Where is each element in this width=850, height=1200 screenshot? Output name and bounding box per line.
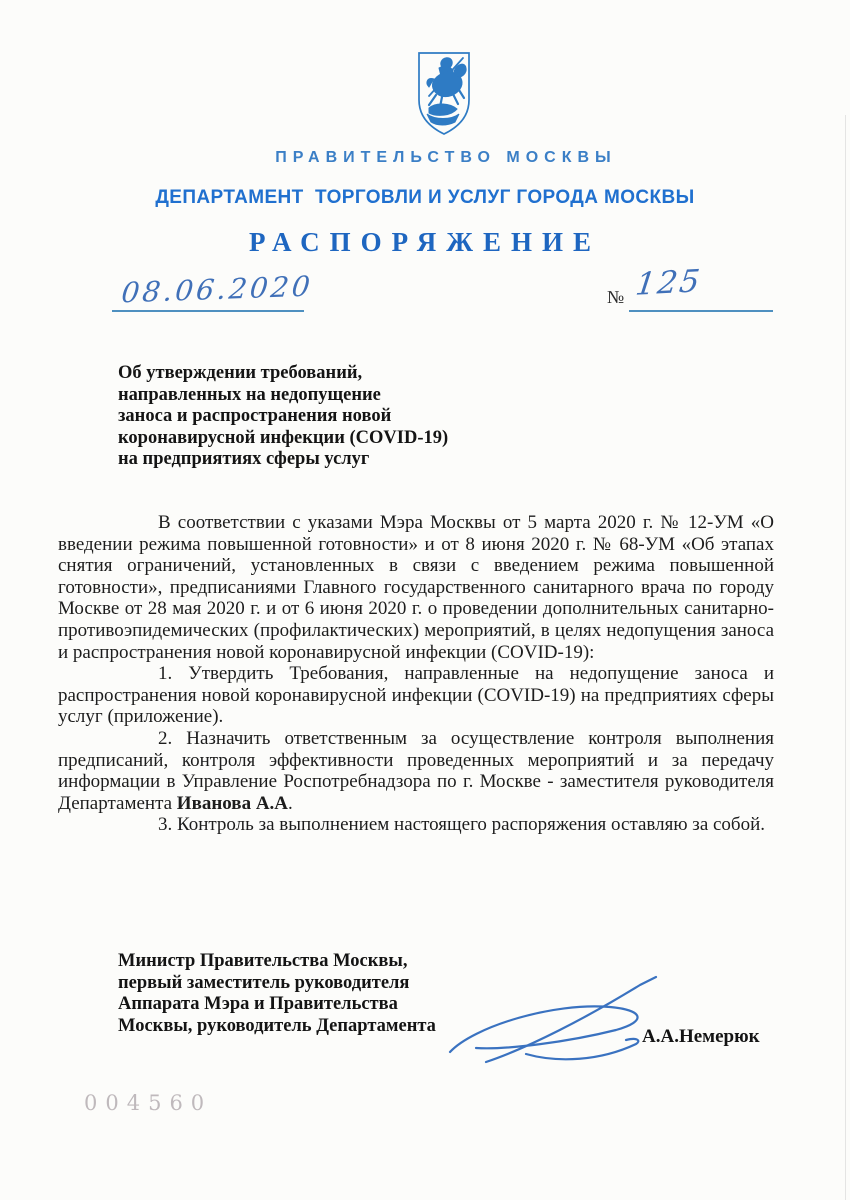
handwritten-date: 08.06.2020 (119, 269, 315, 310)
signer-title-line: Москвы, руководитель Департамента (118, 1015, 436, 1036)
signer-title-line: Аппарата Мэра и Правительства (118, 994, 398, 1014)
item-2-period: . (288, 792, 293, 814)
number-underline (629, 310, 773, 312)
subject-block (118, 363, 538, 471)
registration-stamp-number: 004560 (84, 1091, 213, 1115)
handwritten-signature (438, 972, 673, 1067)
government-title: ПРАВИТЕЛЬСТВО МОСКВЫ (275, 149, 617, 166)
moscow-coat-of-arms-icon (413, 50, 475, 138)
scan-edge-artifact (845, 115, 846, 1200)
signer-title-line: Министр Правительства Москвы, (118, 951, 408, 971)
handwritten-number: 125 (633, 263, 704, 303)
item-2-text: 2. Назначить ответственным за осуществление контроля выполнения предписаний, контроля эффективности проведенных мероприятий и за передачу информации в Управление Роспотребнадзора по г. Москве - заместителя руководителя Департамента (58, 727, 774, 814)
date-underline (112, 310, 304, 312)
body-text (58, 512, 774, 836)
subject-line: Об утверждении требований, (118, 363, 363, 383)
paragraph-item-1: 1. Утвердить Требования, направленные на недопущение заноса и распространения новой коронавирусной инфекции (COVID-19) на предприятиях сферы услуг (приложение). (58, 663, 774, 728)
subject-line: заноса и распространения новой (118, 406, 392, 426)
item-2-responsible-name: Иванова А.А (176, 792, 289, 814)
signer-name: А.А.Немерюк (642, 1026, 760, 1047)
department-title: ДЕПАРТАМЕНТ ТОРГОВЛИ И УСЛУГ ГОРОДА МОСКВЫ (155, 187, 695, 208)
number-sign: № (607, 287, 625, 307)
paragraph-item-3: 3. Контроль за выполнением настоящего распоряжения оставляю за собой. (158, 814, 766, 836)
signer-title-line: первый заместитель руководителя (118, 972, 410, 993)
paragraph-item-2 (58, 728, 774, 814)
paragraph-intro: В соответствии с указами Мэра Москвы от 5 марта 2020 г. № 12-УМ «О введении режима повышенной готовности» и от 8 июня 2020 г. № 68-УМ «Об этапах снятия ограничений, установленных в связи с введением режима повышенной готовности», предписаниями Главного государственного санитарного врача по городу Москве от 28 мая 2020 г. и от 6 июня 2020 г. о проведении дополнительных санитарно-противоэпидемических (профилактических) мероприятий, в целях недопущения заноса и распространения новой коронавирусной инфекции (COVID-19): (58, 512, 774, 663)
subject-line: коронавирусной инфекции (COVID-19) (118, 427, 449, 448)
subject-line: на предприятиях сферы услуг (118, 449, 370, 469)
document-type-title: РАСПОРЯЖЕНИЕ (248, 227, 602, 257)
subject-line: направленных на недопущение (118, 384, 381, 405)
